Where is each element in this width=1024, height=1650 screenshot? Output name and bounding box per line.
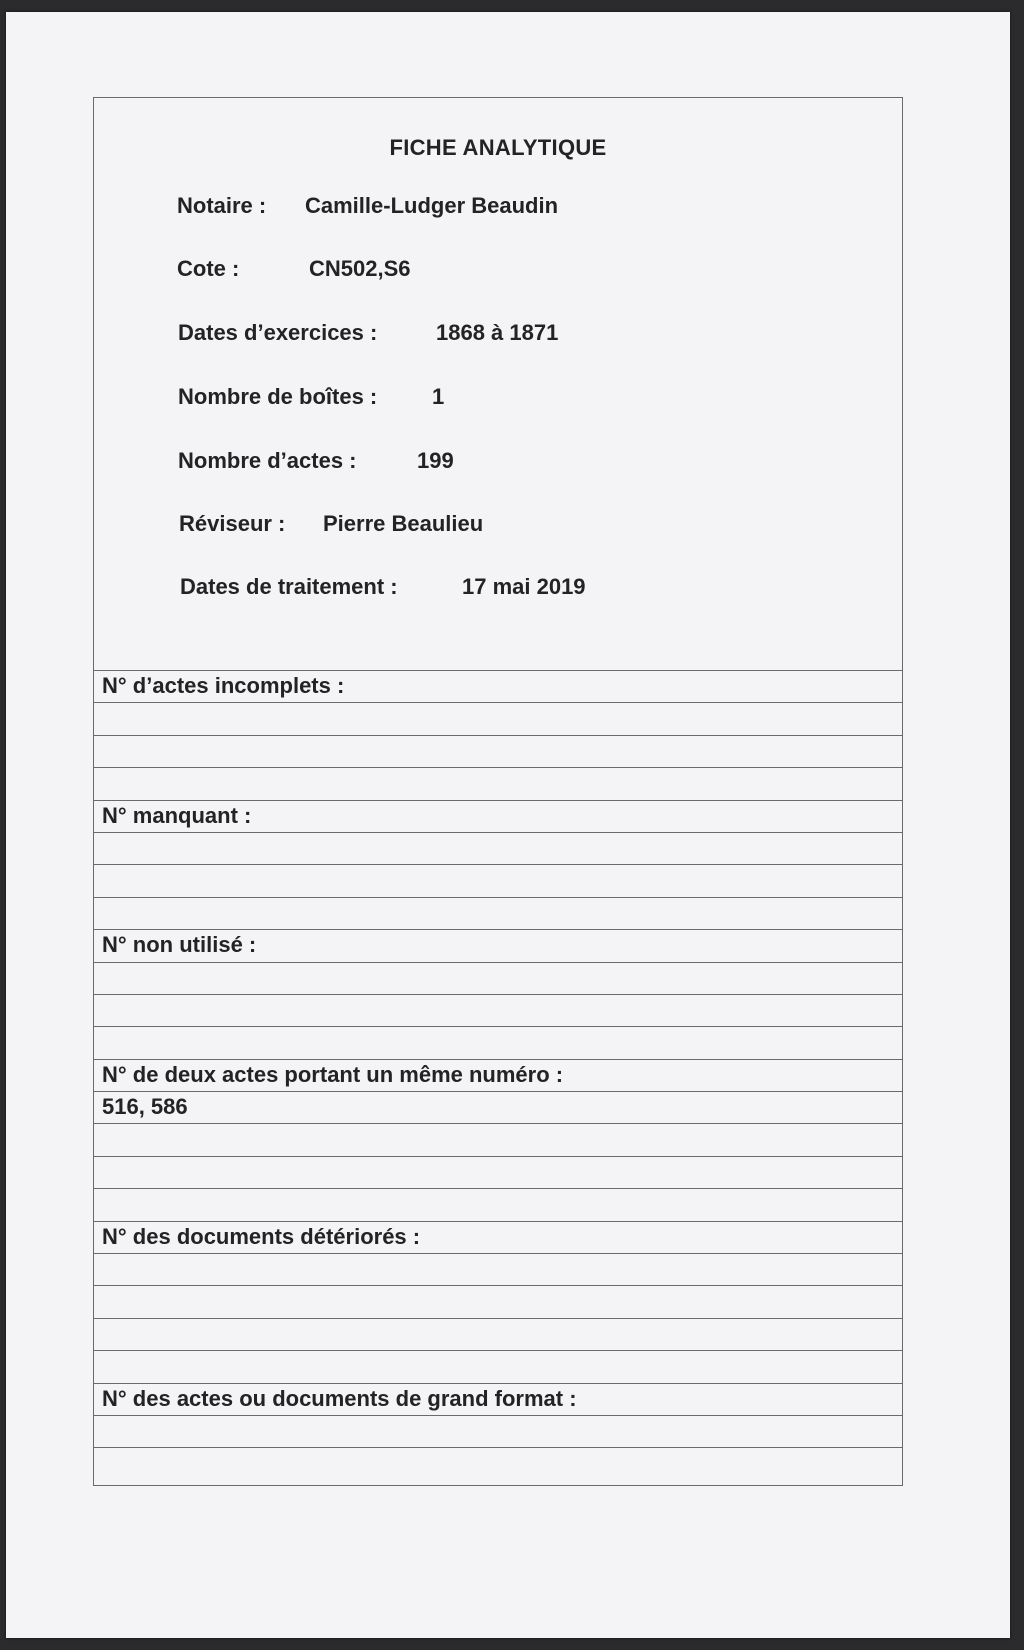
section-heading-incomplets: N° d’actes incomplets :: [94, 670, 902, 702]
field-dates-exercices: [178, 320, 559, 346]
form-line: [94, 897, 902, 929]
form-line: [94, 1026, 902, 1058]
form-line: [94, 1188, 902, 1220]
form-line: [94, 1447, 902, 1479]
field-label: Nombre d’actes :: [178, 448, 357, 473]
field-nombre-boites: [178, 384, 445, 410]
field-label: Nombre de boîtes :: [178, 384, 378, 409]
form-line-value: 516, 586: [94, 1091, 902, 1123]
form-line: [94, 1415, 902, 1447]
form-line: [94, 767, 902, 799]
field-label: Dates de traitement :: [180, 574, 398, 599]
section-heading-non-utilise: N° non utilisé :: [94, 929, 902, 961]
form-line: [94, 735, 902, 767]
field-value: 199: [417, 448, 454, 473]
document-page: [6, 12, 1010, 1638]
section-heading-manquant: N° manquant :: [94, 800, 902, 832]
field-value: 17 mai 2019: [462, 574, 586, 599]
form-line: [94, 1318, 902, 1350]
form-line: [94, 1156, 902, 1188]
form-line: [94, 1350, 902, 1382]
form-line: [94, 1285, 902, 1317]
form-line: [94, 864, 902, 896]
field-cote: [177, 256, 411, 282]
field-value: 1: [432, 384, 445, 409]
form-line: [94, 994, 902, 1026]
field-value: CN502,S6: [309, 256, 411, 281]
field-value: Pierre Beaulieu: [323, 511, 484, 536]
field-nombre-actes: [178, 448, 454, 474]
form-lines: [94, 670, 902, 1480]
field-dates-traitement: [180, 574, 586, 600]
form-line: [94, 832, 902, 864]
section-heading-deteriores: N° des documents détériorés :: [94, 1221, 902, 1253]
form-title: FICHE ANALYTIQUE: [389, 135, 607, 160]
form-line: [94, 1123, 902, 1155]
field-label: Réviseur :: [179, 511, 286, 536]
analytic-form: [93, 97, 903, 1486]
field-reviseur: [179, 511, 484, 537]
field-label: Notaire :: [177, 193, 267, 218]
form-line: [94, 962, 902, 994]
form-line: [94, 702, 902, 734]
field-notaire: [177, 193, 559, 219]
form-line: [94, 1253, 902, 1285]
section-heading-meme-numero: N° de deux actes portant un même numéro :: [94, 1059, 902, 1091]
section-heading-grand-format: N° des actes ou documents de grand format :: [94, 1383, 902, 1415]
field-value: 1868 à 1871: [436, 320, 559, 345]
field-value: Camille-Ludger Beaudin: [305, 193, 559, 218]
field-label: Cote :: [177, 256, 240, 281]
field-label: Dates d’exercices :: [178, 320, 378, 345]
